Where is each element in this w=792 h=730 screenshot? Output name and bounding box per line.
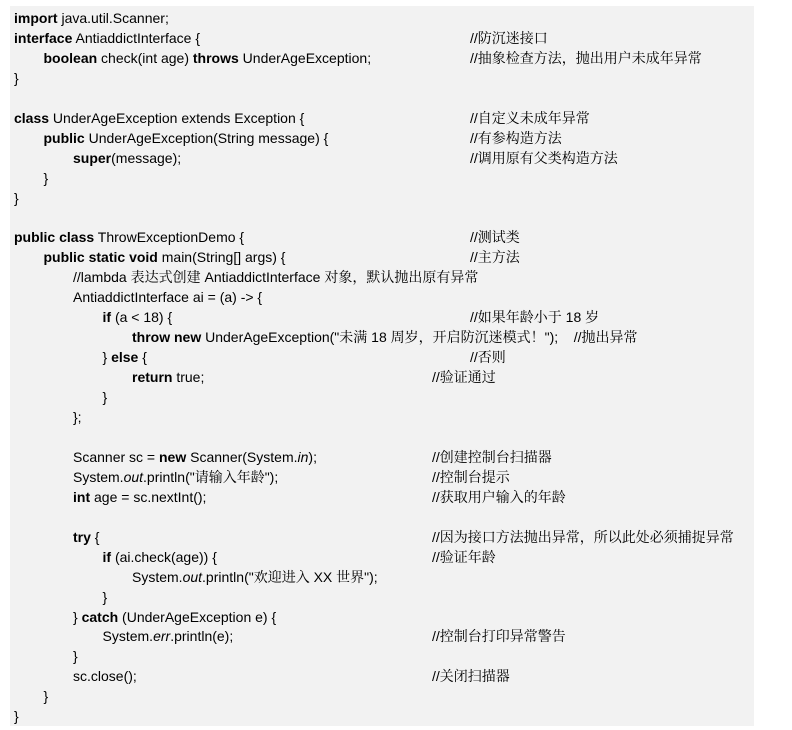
code-text (73, 666, 137, 686)
code-line (0, 267, 792, 287)
code-segment: System. (132, 568, 183, 585)
code-line (0, 48, 792, 68)
code-comment: //获取用户输入的年龄 (432, 488, 566, 505)
code-comment: //验证年龄 (432, 548, 496, 565)
code-comment: //有参构造方法 (470, 129, 562, 146)
code-segment: age = sc.nextInt(); (90, 488, 207, 505)
code-text (14, 8, 169, 28)
code-segment: System. (73, 468, 124, 485)
keyword: super (73, 149, 112, 166)
keyword: boolean (43, 49, 98, 66)
code-segment: (message); (111, 149, 182, 166)
code-text (14, 188, 19, 208)
code-segment: out (182, 568, 203, 585)
code-segment: main(String[] args) { (157, 249, 286, 266)
keyword: try (73, 528, 91, 545)
code-segment: AntiaddictInterface { (72, 29, 200, 46)
code-segment: (UnderAgeException e) { (118, 608, 277, 625)
code-segment: UnderAgeException("未满 18 周岁，开启防沉迷模式！"); //抛出异常 (201, 329, 638, 346)
code-segment: } (73, 608, 82, 625)
code-text (44, 247, 286, 267)
code-line (0, 646, 792, 666)
code-line (0, 467, 792, 487)
code-segment: Scanner sc = (73, 448, 159, 465)
keyword: interface (14, 29, 73, 46)
code-comment: //测试类 (470, 229, 520, 246)
code-segment: ThrowExceptionDemo { (94, 229, 245, 246)
code-segment: UnderAgeException extends Exception { (49, 109, 305, 126)
code-line (0, 347, 792, 367)
code-line (0, 387, 792, 407)
code-text (44, 686, 49, 706)
code-text (103, 387, 108, 407)
code-line (0, 68, 792, 88)
code-line (0, 247, 792, 267)
code-line (0, 108, 792, 128)
code-segment: } (43, 688, 49, 705)
code-line (0, 427, 792, 447)
code-line (0, 626, 792, 646)
code-segment: } (73, 648, 78, 665)
code-segment: java.util.Scanner; (57, 10, 169, 26)
code-line (0, 88, 792, 108)
keyword: public (43, 129, 85, 146)
code-text (103, 347, 147, 367)
code-line (0, 8, 792, 28)
code-segment: out (123, 468, 144, 485)
code-segment: //lambda 表达式创建 AntiaddictInterface 对象，默认抛出原有异常 (73, 269, 479, 286)
code-text (73, 447, 317, 467)
code-comment: //控制台提示 (432, 468, 510, 485)
code-text (14, 706, 19, 726)
code-comment: //主方法 (470, 249, 520, 266)
code-line (0, 128, 792, 148)
code-segment: sc.close(); (73, 668, 137, 685)
keyword: if (102, 309, 112, 326)
code-segment: check(int age) (97, 49, 193, 66)
code-text (103, 587, 108, 607)
code-text (73, 527, 99, 547)
code-line (0, 487, 792, 507)
code-comment: //抽象检查方法，抛出用户未成年异常 (470, 49, 702, 66)
code-text (103, 307, 173, 327)
keyword: class (14, 109, 50, 126)
code-line (0, 666, 792, 686)
code-text (44, 128, 329, 148)
code-text (103, 626, 234, 646)
code-text (132, 327, 638, 347)
code-line (0, 547, 792, 567)
code-comment: //创建控制台扫描器 (432, 448, 552, 465)
keyword: else (111, 349, 139, 366)
code-line (0, 188, 792, 208)
code-line (0, 208, 792, 228)
code-segment: { (90, 528, 100, 545)
code-segment: } (102, 588, 108, 605)
code-line (0, 507, 792, 527)
code-line (0, 148, 792, 168)
code-line (0, 686, 792, 706)
code-line (0, 227, 792, 247)
code-segment: (a < 18) { (111, 309, 173, 326)
code-segment: UnderAgeException(String message) { (84, 129, 329, 146)
code-segment: { (138, 349, 147, 366)
keyword: return (132, 369, 173, 386)
code-comment: //防沉迷接口 (470, 29, 548, 46)
code-text (73, 407, 82, 427)
code-line (0, 447, 792, 467)
code-line (0, 407, 792, 427)
code-comment: //关闭扫描器 (432, 668, 510, 685)
keyword: public static void (43, 249, 158, 266)
code-line (0, 706, 792, 726)
code-segment: } (14, 69, 19, 86)
code-comment: //验证通过 (432, 369, 496, 386)
code-text (73, 607, 276, 627)
code-comment: //否则 (470, 349, 506, 366)
code-line (0, 587, 792, 607)
code-line (0, 567, 792, 587)
code-segment: }; (73, 409, 82, 425)
code-text (44, 48, 372, 68)
code-text (14, 68, 19, 88)
code-text (14, 28, 200, 48)
code-comment: //控制台打印异常警告 (432, 628, 566, 645)
code-text (73, 148, 181, 168)
code-text (73, 267, 478, 287)
code-line (0, 367, 792, 387)
code-segment: Scanner(System. (186, 448, 298, 465)
code-text (73, 467, 278, 487)
code-text (103, 547, 217, 567)
code-text (14, 227, 244, 247)
code-segment: } (14, 708, 19, 725)
code-line (0, 168, 792, 188)
code-comment: //自定义未成年异常 (470, 109, 590, 126)
keyword: import (14, 10, 58, 26)
code-segment: } (43, 169, 49, 186)
code-segment: } (102, 389, 108, 406)
code-text (14, 108, 304, 128)
code-text (73, 487, 206, 507)
code-text (73, 646, 78, 666)
code-comment: //因为接口方法抛出异常，所以此处必须捕捉异常 (432, 528, 734, 545)
code-comment: //如果年龄小于 18 岁 (470, 309, 600, 326)
keyword: throw new (132, 329, 202, 346)
code-segment: err (153, 628, 171, 645)
code-segment: .println("欢迎进入 XX 世界"); (202, 568, 378, 585)
code-text (132, 367, 204, 387)
keyword: throws (192, 49, 239, 66)
code-segment: AntiaddictInterface ai = (a) -> { (73, 289, 263, 306)
code-segment: .println("请输入年龄"); (143, 468, 279, 485)
code-segment: (ai.check(age)) { (111, 548, 217, 565)
code-segment: ); (308, 448, 317, 465)
code-comment: //调用原有父类构造方法 (470, 149, 618, 166)
code-segment: System. (102, 628, 154, 645)
keyword: new (159, 448, 187, 465)
code-text (44, 168, 49, 188)
code-segment: UnderAgeException; (238, 49, 372, 66)
code-text (132, 567, 378, 587)
code-line (0, 327, 792, 347)
code-line (0, 527, 792, 547)
keyword: catch (81, 608, 119, 625)
code-line (0, 307, 792, 327)
keyword: if (102, 548, 112, 565)
keyword: public class (14, 229, 95, 246)
code-text (73, 287, 262, 307)
keyword: int (73, 488, 91, 505)
code-line (0, 287, 792, 307)
code-segment: true; (172, 369, 205, 386)
code-segment: } (102, 349, 112, 366)
code-segment: in (297, 448, 309, 465)
code-line (0, 607, 792, 627)
code-segment: } (14, 189, 19, 206)
code-line (0, 28, 792, 48)
code-segment: .println(e); (170, 628, 234, 645)
